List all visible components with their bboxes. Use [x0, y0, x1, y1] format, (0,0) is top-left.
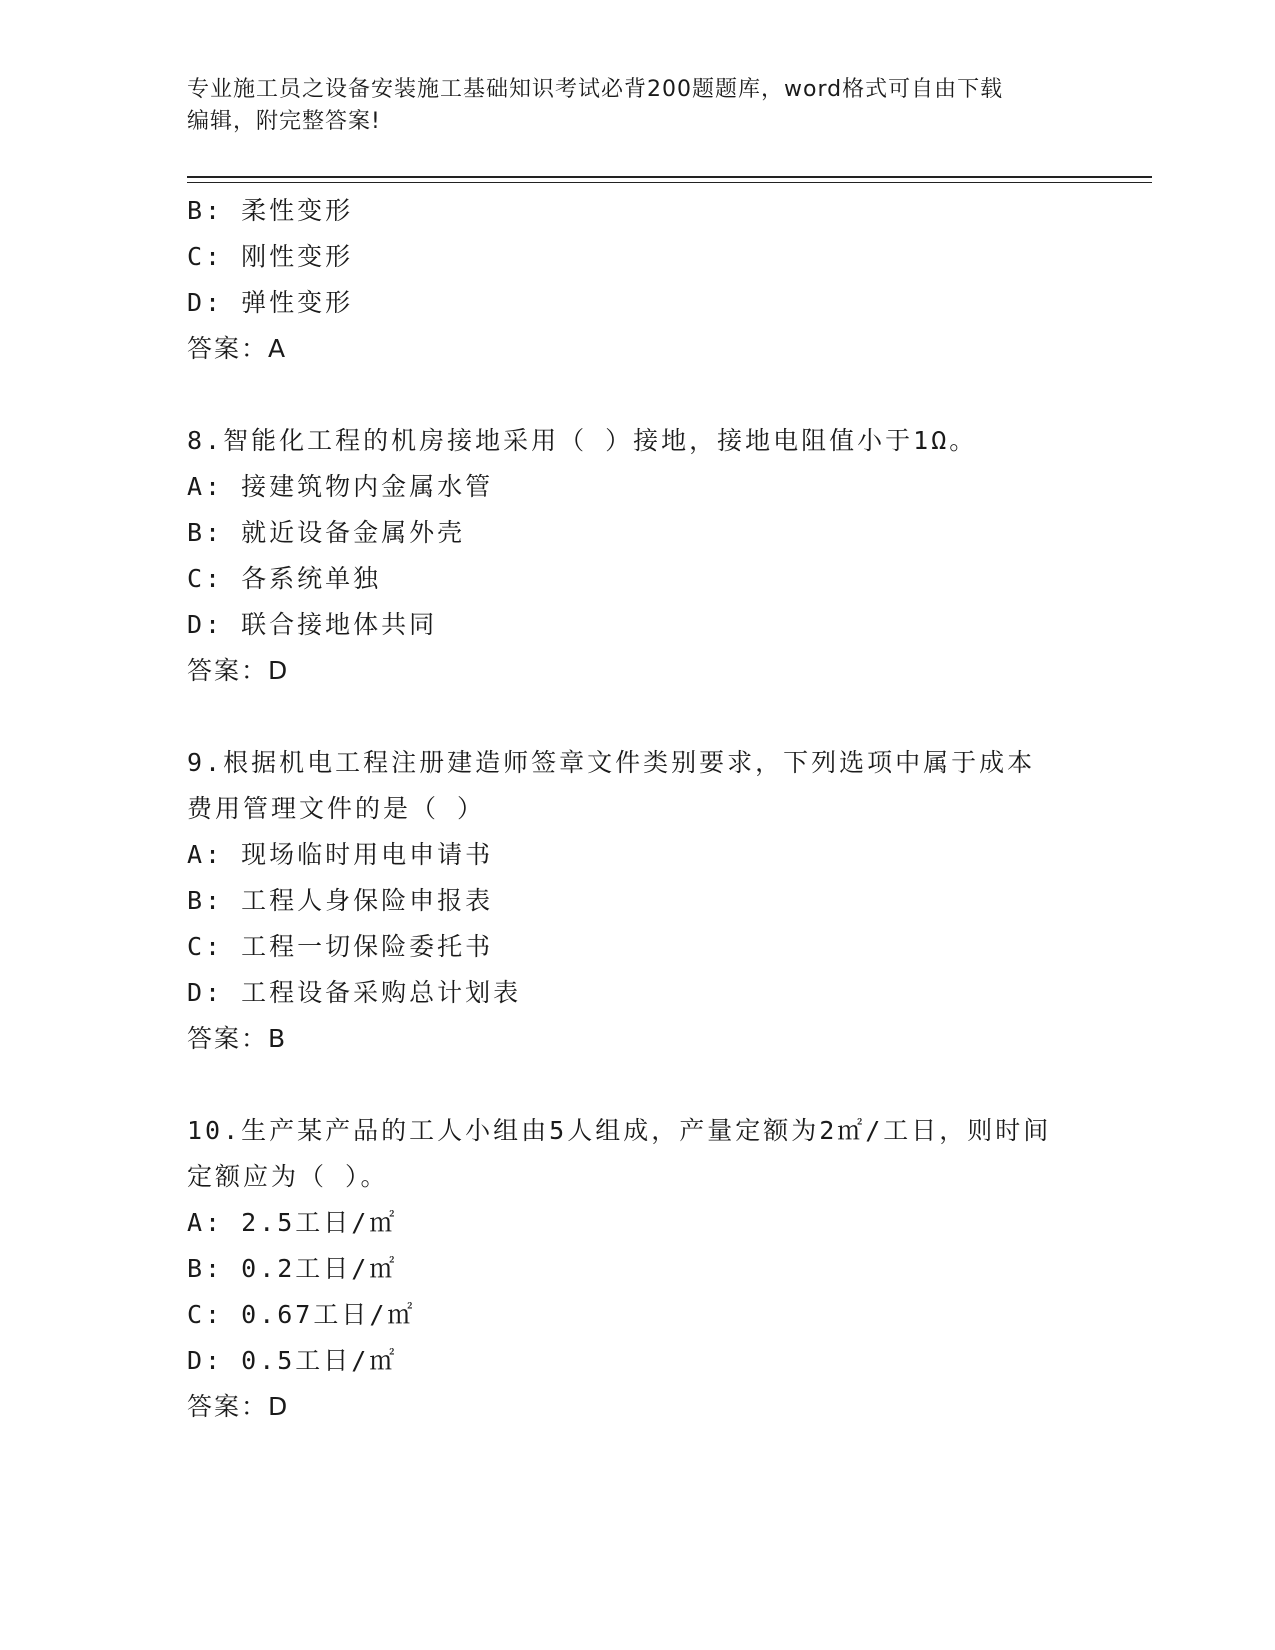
question-list	[187, 188, 1087, 1430]
option-d: D: 0.5工日/㎡	[187, 1346, 398, 1375]
answer-line: 答案：B	[187, 1024, 288, 1053]
question-block-7	[187, 188, 1087, 372]
option-c: C: 0.67工日/㎡	[187, 1300, 416, 1329]
question-stem-line-2: 定额应为（ ）。	[187, 1162, 389, 1191]
question-stem-line-2: 费用管理文件的是（ ）	[187, 794, 486, 823]
spacer	[187, 694, 1087, 740]
option-d: D: 弹性变形	[187, 288, 354, 317]
option-b: B: 柔性变形	[187, 196, 354, 225]
spacer	[187, 1062, 1087, 1108]
header-line-2: 编辑，附完整答案!	[187, 109, 381, 134]
document-header	[187, 74, 1067, 138]
option-d: D: 联合接地体共同	[187, 610, 438, 639]
header-divider-thick	[187, 176, 1152, 178]
option-d: D: 工程设备采购总计划表	[187, 978, 522, 1007]
spacer	[187, 372, 1087, 418]
question-stem-line-1: 10.生产某产品的工人小组由5人组成，产量定额为2㎡/工日，则时间	[187, 1116, 1052, 1145]
option-a: A: 接建筑物内金属水管	[187, 472, 494, 501]
question-block-9	[187, 740, 1087, 1062]
answer-line: 答案：D	[187, 656, 290, 685]
option-a: A: 现场临时用电申请书	[187, 840, 494, 869]
header-line-1: 专业施工员之设备安装施工基础知识考试必背200题题库，word格式可自由下载	[187, 77, 1004, 102]
question-stem-line-1: 9.根据机电工程注册建造师签章文件类别要求，下列选项中属于成本	[187, 748, 1036, 777]
header-divider-thin	[187, 182, 1152, 183]
option-b: B: 就近设备金属外壳	[187, 518, 466, 547]
option-b: B: 0.2工日/㎡	[187, 1254, 398, 1283]
answer-line: 答案：A	[187, 334, 288, 363]
option-a: A: 2.5工日/㎡	[187, 1208, 398, 1237]
question-block-8	[187, 418, 1087, 694]
option-c: C: 刚性变形	[187, 242, 354, 271]
option-c: C: 工程一切保险委托书	[187, 932, 494, 961]
answer-line: 答案：D	[187, 1392, 290, 1421]
question-block-10	[187, 1108, 1087, 1430]
option-c: C: 各系统单独	[187, 564, 382, 593]
option-b: B: 工程人身保险申报表	[187, 886, 494, 915]
question-stem: 8.智能化工程的机房接地采用（ ）接地，接地电阻值小于1Ω。	[187, 426, 978, 455]
